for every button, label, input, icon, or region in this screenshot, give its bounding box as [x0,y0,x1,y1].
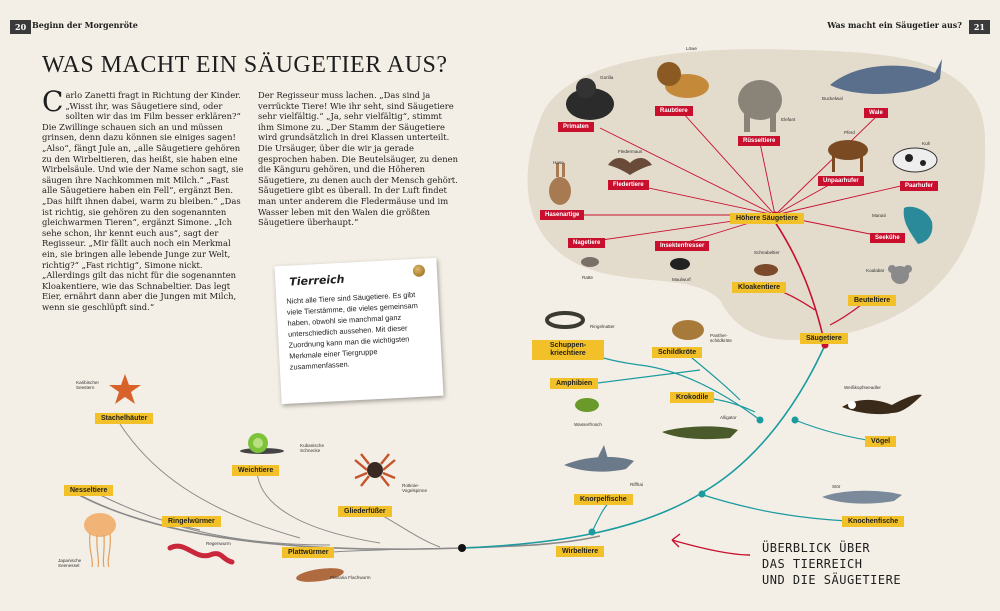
branch-vertebrates [462,345,825,548]
label-fledertiere: Fledertiere [608,180,649,190]
running-head-left: Beginn der Morgenröte [32,20,138,30]
sturgeon-icon [822,491,902,504]
node-fish [699,491,706,498]
eagle-icon [842,395,922,415]
arrow-icon [672,534,750,555]
platypus-icon [754,264,778,276]
label-saeugetiere: Säugetiere [800,333,848,344]
note-heading: Tierreich [289,272,345,289]
label-wale: Wale [864,108,888,118]
mole-icon [670,258,690,270]
note-text: Nicht alle Tiere sind Säugetiere. Es gibt viele Tierstämme, die vieles gemeinsam haben, obwohl sie manchmal ganz unterschiedlich aussehen. Mit dieser Zuordnung kann man die wichtigsten Merkmale einer Tiergruppe zusammenfassen. [286,290,419,372]
label-unpaarhufer: Unpaarhufer [818,176,864,186]
caption-elefant: Elefant [781,117,796,122]
branch-gliederfuesser [376,512,440,547]
label-insektenfresser: Insektenfresser [655,241,709,251]
crocodile-icon [662,426,738,439]
label-paarhufer: Paarhufer [900,181,938,191]
shark-icon [564,445,634,472]
caption-maulwurf: Maulwurf [672,277,691,282]
column-2-text: Der Regisseur muss lachen. „Das sind ja verrückte Tiere! Wie ihr seht, sind Säugetiere sehr vielfältig.“ „Ja, sehr vielfältig“, stimmt ihm Simone zu. „Der Stamm der Säugetiere wird grundsätzlich in drei Klassen unterteilt. Die Ursäuger, über die wir ja gerade gesprochen haben. Die Beutelsäuger, zu denen die Känguru gehören, und die Höheren Säugetiere, zu denen auch der Mensch gehört. Säugetiere gibt es überall. In der Luft findet man unter anderem die Fledermäuse und im Wasser leben mit den Walen die größten Säugetiere überhaupt.“ [258,90,458,228]
label-schildkroete: Schildkröte [652,347,702,358]
caption-seestern: Karibischer Seestern [76,380,99,390]
node-reptiles [757,417,764,424]
spider-icon [355,454,395,486]
running-head-right: Was macht ein Säugetier aus? [827,20,962,30]
caption-fledermaus: Fledermaus [618,149,643,154]
label-weichtiere: Weichtiere [232,465,279,476]
column-1-text: arlo Zanetti fragt in Richtung der Kinder. „Wisst ihr, was Säugetiere sind, oder sollten wir das im Film besser erklären?“ Die Zwillinge schauen sich an und müssen grinsen, denn dazu können sie einiges sagen! „Also“, fängt Jule an, „alle Säugetiere gehören zu den Wirbeltieren, das heißt, sie haben eine Wirbelsäule. Und wie der Name schon sagt, sie säugen ihre Nachkommen mit Milch.“ „Fast alle Säugetiere haben ein Fell“, ergänzt Ben. „Das hilft ihnen dabei, warm zu bleiben.“ „Das ist richtig, sie gehören zu den sogenannten gleichwarmen Tieren“, ergänzt Simone. „Ich sehe schon, ihr kennt euch aus“, sagt der Regisseur. „Mir fällt auch noch ein Merkmal ein, sie bringen alle lebende Junge zur Welt, richtig?“ „Fast richtig“, Simone nickt. „Allerdings gilt das nicht für die sogenannten Kloakentiere, wie das Schnabeltier. Das legt Eier, ernährt dann aber die Jungen mit Milch, wenn sie geschlüpft sind.“ [42,90,244,312]
page-number-left: 20 [10,20,31,34]
label-wirbeltiere: Wirbeltiere [556,546,604,557]
caption-stoer: Stör [832,484,841,489]
caption-ratte: Ratte [582,275,593,280]
caption-ringelnatter: Ringelnatter [590,324,615,329]
caption-planarie: Planaria Flachwurm [330,575,371,580]
caption-gorilla: Gorilla [600,75,614,80]
label-seekuehe: Seekühe [870,233,905,243]
page-title: WAS MACHT EIN SÄUGETIER AUS? [42,52,448,78]
label-kloakentiere: Kloakentiere [732,282,786,293]
label-plattwuermer: Plattwürmer [282,547,334,558]
caption-buckelwal: Buckelwal [822,96,843,101]
caption-manati: Manati [872,213,886,218]
caption-qualle: Japanische Seenessel [58,558,82,568]
trunk-branch [70,490,600,549]
caption-schnecke: Kubanische Schnecke [300,443,325,453]
caption-pferd: Pferd [844,130,855,135]
label-stachelhaeuter: Stachelhäuter [95,413,153,424]
snake-icon [547,313,583,327]
label-nesseltiere: Nesseltiere [64,485,113,496]
seastar-icon [109,374,141,404]
caption-alligator: Alligator [720,415,737,420]
rat-icon [581,257,599,267]
snail-icon [240,433,284,454]
label-amphibien: Amphibien [550,378,598,389]
label-knorpelfische: Knorpelfische [574,494,633,505]
label-beuteltiere: Beuteltiere [848,295,896,306]
caption-wasserfrosch: Wasserfrosch [574,422,602,427]
caption-regenwurm: Regenwurm [206,541,231,546]
label-voegel: Vögel [865,436,896,447]
frog-icon [575,398,599,412]
cow-icon [893,148,937,172]
handwritten-note [762,540,901,588]
caption-schnabeltier: Schnabeltier [754,250,780,255]
label-ringelwuermer: Ringelwürmer [162,516,221,527]
handwritten-line-2: DAS TIERREICH [762,557,863,571]
label-nagetiere: Nagetiere [568,238,605,248]
branch-amphibien [582,370,700,385]
label-schuppenkriechtiere: Schuppen-kriechtiere [532,340,604,360]
page-number-right: 21 [969,20,990,34]
caption-loewe: Löwe [686,46,697,51]
label-krokodile: Krokodile [670,392,714,403]
caption-koala: Koalabär [866,268,885,273]
label-raubtiere: Raubtiere [655,106,693,116]
caption-pantherschildkroete: Panther-schildkröte [710,333,732,343]
node-vertebrates [589,529,596,536]
label-hoehere-saeugetiere: Höhere Säugetiere [730,213,804,224]
label-ruesseltiere: Rüsseltiere [738,136,780,146]
caption-riffhai: Riffhai [630,482,643,487]
tortoise-icon [672,320,704,340]
caption-weisskopfseeadler: Weißkopfseeadler [844,385,881,390]
caption-vogelspinne: Rotknie-Vogelspinne [402,483,428,493]
label-hasenartige: Hasenartige [540,210,584,220]
worm-icon [170,546,232,562]
handwritten-line-1: ÜBERBLICK ÜBER [762,541,871,555]
handwritten-line-3: UND DIE SÄUGETIERE [762,573,902,587]
label-gliederfuesser: Gliederfüßer [338,506,392,517]
caption-kuh: Kuh [922,141,931,146]
label-knochenfische: Knochenfische [842,516,904,527]
node-origin [458,544,466,552]
drop-cap: C [42,85,64,118]
caption-hase: Hase [553,160,564,165]
label-primaten: Primaten [558,122,594,132]
node-birds [792,417,799,424]
